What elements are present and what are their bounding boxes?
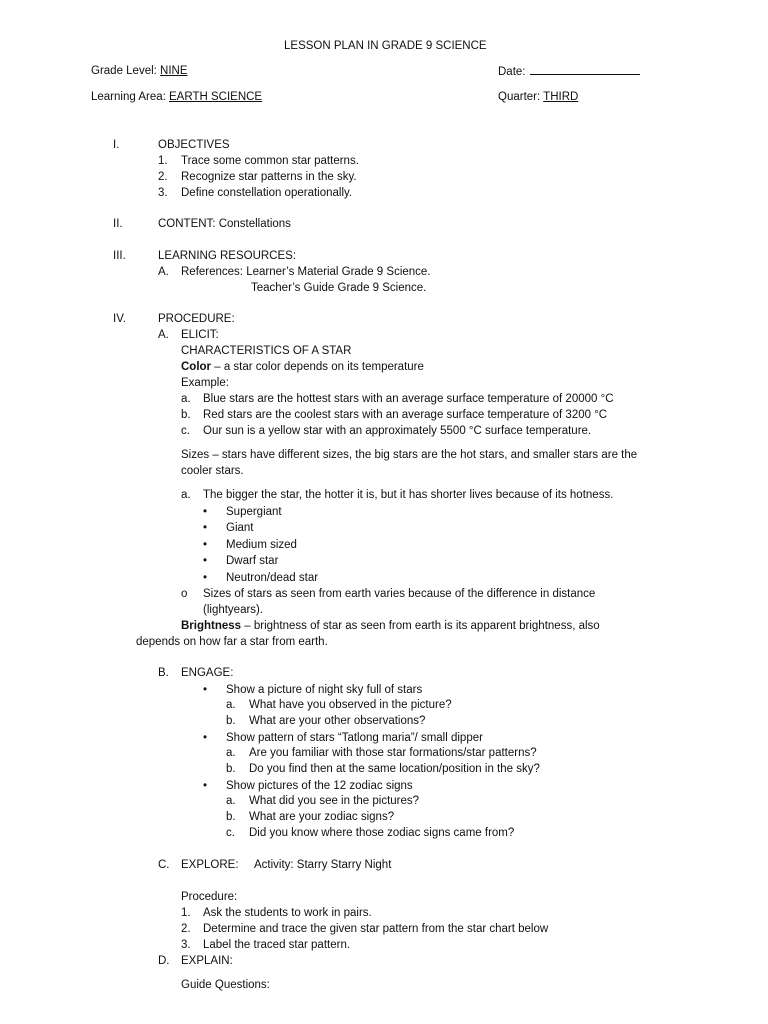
list-item-letter: a. xyxy=(181,393,191,405)
quarter-label: Quarter: xyxy=(498,91,544,103)
section-number: I. xyxy=(113,139,120,151)
procedure-step: Ask the students to work in pairs. xyxy=(203,907,372,919)
list-item-letter: b. xyxy=(226,811,236,823)
list-item-letter: a. xyxy=(226,795,236,807)
star-type: Giant xyxy=(226,522,254,534)
list-item-letter: C. xyxy=(158,859,170,871)
bullet-icon: • xyxy=(203,522,208,534)
reference-learners-material: References: Learner’s Material Grade 9 Science. xyxy=(181,266,431,278)
list-item-letter: b. xyxy=(181,409,191,421)
color-def: – a star color depends on its temperature xyxy=(211,361,424,373)
star-type: Supergiant xyxy=(226,506,282,518)
procedure-label: Procedure: xyxy=(181,891,238,903)
learning-area xyxy=(91,89,262,105)
bullet-icon: • xyxy=(203,732,208,744)
objective-item: Trace some common star patterns. xyxy=(181,155,359,167)
bullet-icon: • xyxy=(203,572,208,584)
quarter xyxy=(498,89,578,105)
apparent-size-statement-cont: (lightyears). xyxy=(203,604,264,616)
section-title-content: CONTENT: Constellations xyxy=(158,218,291,230)
list-item-number: 3. xyxy=(181,939,191,951)
explore-label: EXPLORE: xyxy=(181,859,239,871)
section-number: III. xyxy=(113,250,126,262)
bullet-icon: • xyxy=(203,506,208,518)
grade-level-label: Grade Level: xyxy=(91,65,161,77)
list-item-number: 1. xyxy=(158,155,168,167)
date-label: Date: xyxy=(498,66,526,78)
color-example: Blue stars are the hottest stars with an average surface temperature of 20000 °C xyxy=(203,393,614,405)
explore-activity: Activity: Starry Starry Night xyxy=(254,859,392,871)
color-definition xyxy=(181,359,424,375)
section-title-objectives: OBJECTIVES xyxy=(158,139,230,151)
list-item-number: 2. xyxy=(158,171,168,183)
objective-item: Recognize star patterns in the sky. xyxy=(181,171,357,183)
sizes-definition-cont: cooler stars. xyxy=(181,465,244,477)
list-item-letter: b. xyxy=(226,763,236,775)
learning-area-label: Learning Area: xyxy=(91,91,170,103)
grade-level xyxy=(91,63,188,79)
bullet-icon: • xyxy=(203,684,208,696)
date-blank xyxy=(530,63,640,75)
procedure-step: Determine and trace the given star pattern from the star chart below xyxy=(203,923,549,935)
star-type: Medium sized xyxy=(226,539,297,551)
engage-question: What did you see in the pictures? xyxy=(249,795,420,807)
section-number: II. xyxy=(113,218,123,230)
star-type: Dwarf star xyxy=(226,555,279,567)
list-item-letter: a. xyxy=(226,747,236,759)
list-item-letter: B. xyxy=(158,667,169,679)
engage-label: ENGAGE: xyxy=(181,667,234,679)
star-type: Neutron/dead star xyxy=(226,572,319,584)
brightness-def: – brightness of star as seen from earth is its apparent brightness, also xyxy=(241,620,600,632)
color-example: Red stars are the coolest stars with an average surface temperature of 3200 °C xyxy=(203,409,608,421)
engage-question: Did you know where those zodiac signs came from? xyxy=(249,827,515,839)
quarter-value: THIRD xyxy=(543,91,579,103)
list-item-letter: A. xyxy=(158,266,169,278)
circle-bullet-icon: o xyxy=(181,588,188,600)
bullet-icon: • xyxy=(203,780,208,792)
page-title: LESSON PLAN IN GRADE 9 SCIENCE xyxy=(284,40,487,52)
list-item-number: 3. xyxy=(158,187,168,199)
engage-question: What have you observed in the picture? xyxy=(249,699,452,711)
characteristics-heading: CHARACTERISTICS OF A STAR xyxy=(181,345,352,357)
section-number: IV. xyxy=(113,313,127,325)
learning-area-value: EARTH SCIENCE xyxy=(169,91,263,103)
engage-question: Do you find then at the same location/position in the sky? xyxy=(249,763,540,775)
sizes-definition: Sizes – stars have different sizes, the big stars are the hot stars, and smaller stars are the xyxy=(181,449,638,461)
section-title-procedure: PROCEDURE: xyxy=(158,313,235,325)
bullet-icon: • xyxy=(203,555,208,567)
engage-question: What are your zodiac signs? xyxy=(249,811,395,823)
list-item-letter: a. xyxy=(181,489,191,501)
list-item-letter: c. xyxy=(181,425,190,437)
section-title-resources: LEARNING RESOURCES: xyxy=(158,250,297,262)
engage-question: What are your other observations? xyxy=(249,715,426,727)
list-item-letter: A. xyxy=(158,329,169,341)
brightness-term: Brightness xyxy=(181,620,242,632)
engage-activity: Show a picture of night sky full of stars xyxy=(226,684,423,696)
engage-activity: Show pictures of the 12 zodiac signs xyxy=(226,780,413,792)
procedure-step: Label the traced star pattern. xyxy=(203,939,351,951)
list-item-letter: c. xyxy=(226,827,235,839)
brightness-definition-cont: depends on how far a star from earth. xyxy=(136,636,328,648)
bullet-icon: • xyxy=(203,539,208,551)
date-field xyxy=(498,63,640,80)
grade-level-value: NINE xyxy=(160,65,188,77)
engage-question: Are you familiar with those star formations/star patterns? xyxy=(249,747,537,759)
guide-questions-label: Guide Questions: xyxy=(181,979,270,991)
list-item-letter: a. xyxy=(226,699,236,711)
explain-label: EXPLAIN: xyxy=(181,955,233,967)
list-item-number: 2. xyxy=(181,923,191,935)
list-item-letter: D. xyxy=(158,955,170,967)
objective-item: Define constellation operationally. xyxy=(181,187,353,199)
reference-teachers-guide: Teacher’s Guide Grade 9 Science. xyxy=(251,282,427,294)
apparent-size-statement: Sizes of stars as seen from earth varies because of the difference in distance xyxy=(203,588,596,600)
brightness-definition xyxy=(181,618,600,634)
color-example: Our sun is a yellow star with an approximately 5500 °C surface temperature. xyxy=(203,425,592,437)
example-label: Example: xyxy=(181,377,229,389)
bigger-star-statement: The bigger the star, the hotter it is, but it has shorter lives because of its hotness. xyxy=(203,489,614,501)
list-item-number: 1. xyxy=(181,907,191,919)
color-term: Color xyxy=(181,361,212,373)
engage-activity: Show pattern of stars “Tatlong maria”/ small dipper xyxy=(226,732,483,744)
elicit-label: ELICIT: xyxy=(181,329,219,341)
list-item-letter: b. xyxy=(226,715,236,727)
